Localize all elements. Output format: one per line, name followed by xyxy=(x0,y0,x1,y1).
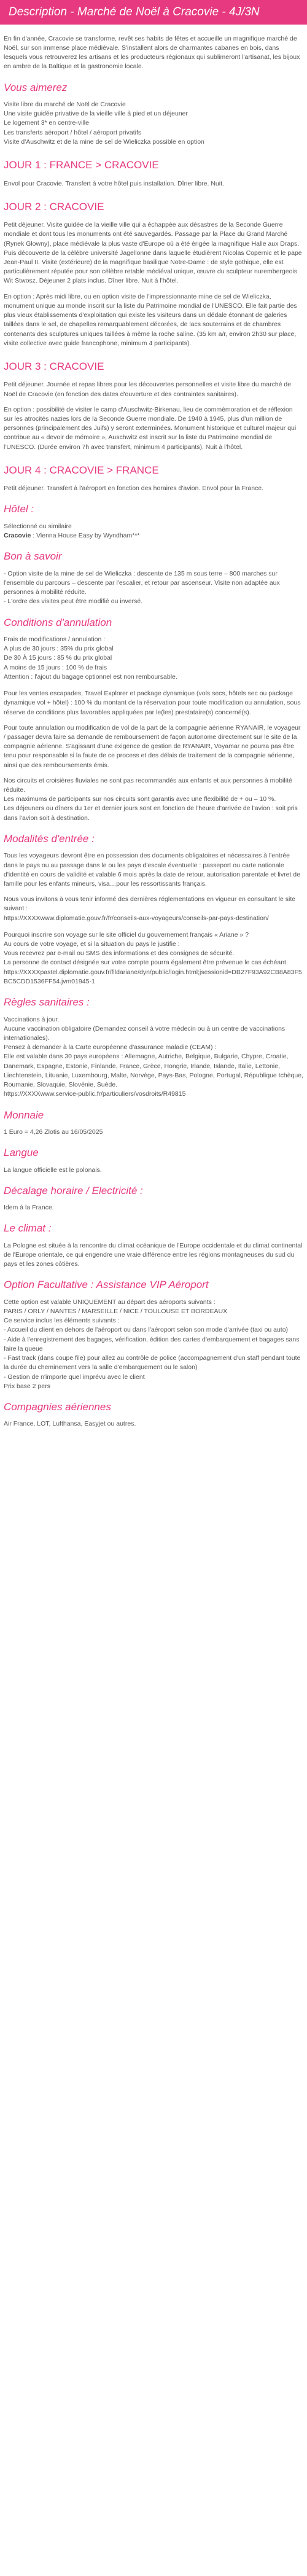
list-item: Nos circuits et croisières fluviales ne sont pas recommandés aux enfants et aux personnes à mobilité réduite. xyxy=(4,776,292,794)
day2-heading: JOUR 2 : CRACOVIE xyxy=(4,200,104,213)
day3-text: Petit déjeuner. Journée et repas libres pour les découvertes personnelles et visite libre du marché de Noël de Cracovie (en fonction des dates d'ouverture et des contraintes sanitaires). xyxy=(4,381,292,398)
list-item: - L'ordre des visites peut être modifié ou inversé. xyxy=(4,598,143,606)
day4-heading: JOUR 4 : CRACOVIE > FRANCE xyxy=(4,464,159,476)
list-item: Cette option est valable UNIQUEMENT au départ des aéroports suivants : xyxy=(4,1298,216,1306)
vous-aimerez-heading: Vous aimerez xyxy=(4,81,68,93)
hotel-selection-note: Sélectionné ou similaire xyxy=(4,522,72,530)
day3-option-text: En option : possibilité de visiter le camp d'Auschwitz-Birkenau, lieu de commémoration et de réflexion sur les atrocités nazies lors de la Seconde Guerre mondiale. De 1940 à 1945, plus d'un million de personnes (principalement des Juifs) y seront exterminées. Monument historique et culturel majeur qui contribue au « devoir de mémoire », Auschwitz est inscrit sur la liste du Patrimoine mondial de l'UNESCO. (Durée environ 7h avec transfert, minimum 4 participants). Nuit à l'hôtel. xyxy=(4,405,297,451)
climat-heading: Le climat : xyxy=(4,1222,52,1235)
list-item: Elle est valable dans 30 pays européens : Allemagne, Autriche, Belgique, Bulgarie, Chypre, Croatie, Danemark, Espagne, Estonie, Finlande, France, Grèce, Hongrie, Irlande, Islande, Italie, Lettonie, Liechtenstein, Lituanie, Luxembourg, Malte, Norvège, Pays-Bas, Pologne, Portugal, République tchèque, Roumanie, Slovaquie, Slovénie, Suède. xyxy=(4,1053,303,1089)
page-title: Description - Marché de Noël à Cracovie - 4J/3N xyxy=(0,0,307,25)
list-item: Ce service inclus les éléments suivants : xyxy=(4,1317,120,1325)
day2-text: Petit déjeuner. Visite guidée de la vieille ville qui a échappée aux désastres de la Seconde Guerre mondiale et dont tous les monuments ont été sauvegardés. Passage par la Place du Grand Marché (Rynek Glowny), place médiévale la plus vaste d'Europe où a été érigée la magnifique Halle aux Draps. Puis découverte de la célèbre université Jagellonne dans laquelle étudièrent Nicolas Copernic et le pape Jean-Paul II. Visite (extérieure) de la magnifique basilique Notre-Dame : de style gothique, elle est particulièrement réputée pour son célèbre retable médiéval unique, œuvre du sculpteur nurembergeois Wit Stwosz. Déjeuner 2 plats inclus. Dîner libre. Nuit à l'hôtel. xyxy=(4,221,302,285)
day1-text: Envol pour Cracovie. Transfert à votre hôtel puis installation. Dîner libre. Nuit. xyxy=(4,179,224,187)
compagnies-heading: Compagnies aériennes xyxy=(4,1400,111,1413)
monnaie-text: 1 Euro = 4,26 Zlotis au 16/05/2025 xyxy=(4,1128,103,1136)
hotel-info xyxy=(4,522,303,541)
list-item: Vous recevrez par e-mail ou SMS des informations et des consignes de sécurité. xyxy=(4,950,235,958)
list-item: - Fast track (dans coupe file) pour allez au contrôle de police (accompagnement d'un staff pendant toute la durée du cheminement vers la salle d'embarquement ou le salon) xyxy=(4,1354,301,1372)
entree-heading: Modalités d'entrée : xyxy=(4,832,95,845)
decalage-text: Idem à la France. xyxy=(4,1204,54,1212)
annulation-dynamic-text: Pour les ventes escapades, Travel Explorer et package dynamique (vols secs, hôtels sec ou package dynamique vol + hôtel) : 100 % du montant de la réservation pour toute modification ou annulation, sous réserve de conditions plus favorables appliquées par le(les) prestataire(s) concerné(s). xyxy=(4,690,301,716)
list-item: Frais de modifications / annulation : xyxy=(4,635,106,643)
list-item: - Option visite de la mine de sel de Wieliczka : descente de 135 m sous terre – 800 marches sur l'ensemble du parcours – descente par l'escalier, et retour par ascenseur. Visite non adaptée aux personnes à mobilité réduite. xyxy=(4,569,280,596)
list-item: Prix base 2 pers xyxy=(4,1382,50,1390)
day2-option-text: En option : Après midi libre, ou en option visite de l'impressionnante mine de sel de Wieliczka, monument unique au monde inscrit sur la liste du Patrimoine mondial de l'UNESCO. Elle fait partie des plus vieux établissements d'exploitation qui existe les visiteurs dans un dédale étonnant de galeries taillées dans le sel, de chapelles remarquablement décorées, de lacs souterrains et de chambres contenants des sculptures uniques taillées à même la roche saline. (35 km a/r, environ 2h30 sur place, visite collective avec guide francophone, minimum 4 participants). xyxy=(4,292,297,347)
climat-text: La Pologne est située à la rencontre du climat océanique de l'Europe occidentale et du climat continental de l'Europe orientale, ce qui engendre une vraie différence entre les régions montagneuses du sud du pays et les zones côtières. xyxy=(4,1241,303,1268)
list-item: Pensez à demander à la Carte européenne d'assurance maladie (CEAM) : xyxy=(4,1044,217,1052)
hotel-heading: Hôtel : xyxy=(4,503,34,515)
list-item: Les maximums de participants sur nos circuits sont garantis avec une flexibilité de + ou – 10 %. xyxy=(4,795,276,803)
bon-a-savoir-heading: Bon à savoir xyxy=(4,550,62,563)
annulation-notes xyxy=(4,776,303,823)
diplomatie-link[interactable]: https://XXXXwww.diplomatie.gouv.fr/fr/conseils-aux-voyageurs/conseils-par-pays-destination/ xyxy=(4,914,269,922)
list-item: De 30 À 15 jours : 85 % du prix global xyxy=(4,654,112,662)
day4-text: Petit déjeuner. Transfert à l'aéroport en fonction des horaires d'avion. Envol pour la France. xyxy=(4,485,264,493)
vous-aimerez-list xyxy=(4,100,303,147)
monnaie-heading: Monnaie xyxy=(4,1109,44,1121)
list-item: Le logement 3* en centre-ville xyxy=(4,119,89,127)
entree-info xyxy=(4,895,303,923)
day3-heading: JOUR 3 : CRACOVIE xyxy=(4,360,104,372)
annulation-fees xyxy=(4,635,303,682)
list-item: Au cours de votre voyage, et si la situation du pays le justifie : xyxy=(4,940,180,948)
list-item: A moins de 15 jours : 100 % de frais xyxy=(4,663,107,671)
list-item: Une visite guidée privative de la vieille ville à pied et un déjeuner xyxy=(4,110,188,118)
list-item: Pourquoi inscrire son voyage sur le site officiel du gouvernement français « Ariane » ? xyxy=(4,931,249,939)
annulation-heading: Conditions d'annulation xyxy=(4,616,112,628)
list-item: - Gestion de n'importe quel imprévu avec le client xyxy=(4,1373,145,1381)
list-item: Les transferts aéroport / hôtel / aéroport privatifs xyxy=(4,128,142,136)
content xyxy=(0,25,307,1429)
bon-a-savoir-list xyxy=(4,569,303,607)
list-item: Vaccinations à jour. xyxy=(4,1015,60,1023)
list-item: A plus de 30 jours : 35% du prix global xyxy=(4,645,114,653)
entree-documents-text: Tous les voyageurs devront être en possession des documents obligatoires et nécessaires à l'entrée dans le pays ou au passage dans le ou les pays d'escale éventuelle : passeport ou carte nationale d'identité en cours de validité et valable 6 mois après la date de retour, autorisation parentale et livret de famille pour les enfants mineurs, visa…pour les ressortissants français. xyxy=(4,852,300,888)
list-item: Les déjeuners ou dîners du 1er et dernier jours sont en fonction de l'heure d'arrivée de l'avion : soit pris dans l'avion soit à destination. xyxy=(4,805,298,822)
hotel-name: : Vienna House Easy by Wyndham*** xyxy=(31,532,140,540)
decalage-heading: Décalage horaire / Electricité : xyxy=(4,1184,143,1196)
sanitaires-heading: Règles sanitaires : xyxy=(4,996,90,1009)
list-item: Attention : l'ajout du bagage optionnel est non remboursable. xyxy=(4,673,177,681)
list-item: Nous vous invitons à vous tenir informé des dernières réglementations en vigueur en consultant le site suivant : xyxy=(4,896,296,913)
hotel-line xyxy=(4,531,303,541)
list-item: - Aide à l'enregistrement des bagages, vérification, édition des cartes d'embarquement et bagages sans faire la queue xyxy=(4,1335,300,1352)
service-public-link[interactable]: https://XXXXwww.service-public.fr/particuliers/vosdroits/R49815 xyxy=(4,1090,186,1098)
langue-heading: Langue xyxy=(4,1147,39,1159)
list-item: Aucune vaccination obligatoire (Demandez conseil à votre médecin ou à un centre de vaccinations internationales). xyxy=(4,1025,286,1042)
sanitaires-list xyxy=(4,1015,303,1099)
list-item: Visite d'Auschwitz et de la mine de sel de Wieliczka possible en option xyxy=(4,138,204,146)
hotel-city: Cracovie xyxy=(4,532,31,540)
ariane-link[interactable]: https://XXXXpastel.diplomatie.gouv.fr/fildariane/dyn/public/login.html;jsessionid=DB27F93A92CB8A83F5BC5CDD1536FF54.jvm01945-1 xyxy=(4,968,302,985)
annulation-ryanair-text: Pour toute annulation ou modification de vol de la part de la compagnie aérienne RYANAIR, le voyageur / passager devra faire sa demande de remboursement de façon autonome directement sur le site de la compagnie aérienne. S'agissant d'une exigence de gestion de RYANAIR, Voyamar ne pourra pas être tenu pour responsable si la faute de ce process et des délais de traitement de la compagnie aérienne, ainsi que des remboursements émis. xyxy=(4,724,301,769)
langue-text: La langue officielle est le polonais. xyxy=(4,1166,102,1174)
option-vip-heading: Option Facultative : Assistance VIP Aéroport xyxy=(4,1279,209,1291)
day1-heading: JOUR 1 : FRANCE > CRACOVIE xyxy=(4,159,159,171)
option-vip-list xyxy=(4,1298,303,1391)
list-item: - Accueil du client en dehors de l'aéroport ou dans l'aéroport selon son mode d'arrivée (taxi ou auto) xyxy=(4,1326,289,1334)
list-item: PARIS / ORLY / NANTES / MARSEILLE / NICE / TOULOUSE ET BORDEAUX xyxy=(4,1307,228,1315)
list-item: La personne de contact désignée sur votre compte pourra également être prévenue le cas échéant. xyxy=(4,959,288,967)
ariane-info xyxy=(4,931,303,986)
compagnies-text: Air France, LOT, Lufthansa, Easyjet ou autres. xyxy=(4,1420,136,1428)
intro-text: En fin d'année, Cracovie se transforme, revêt ses habits de fêtes et accueille un magnifique marché de Noël, sur son immense place médiévale. S'installent alors de charmantes cabanes en bois, dans lesquels vous retrouverez les artisans et les producteurs régionaux qui sublimeront l'artisanat, les bijoux en ambre de la Baltique et la gastronomie locale. xyxy=(4,34,300,71)
list-item: Visite libre du marché de Noël de Cracovie xyxy=(4,101,126,109)
